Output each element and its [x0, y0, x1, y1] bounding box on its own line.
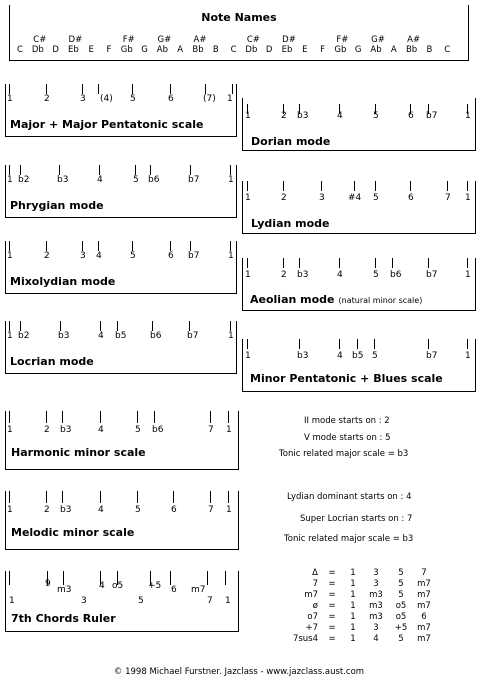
degree-label: 1	[226, 505, 232, 515]
chord-cell: 1	[350, 612, 356, 622]
ruler-title	[10, 355, 94, 368]
note-name: Db	[31, 45, 44, 55]
chord-upper-label: m7	[191, 585, 206, 595]
note-name: G	[141, 45, 148, 55]
degree-label: b3	[297, 351, 309, 361]
degree-label: 2	[281, 111, 287, 121]
degree-tick	[137, 411, 138, 423]
degree-tick	[189, 321, 190, 331]
degree-label: 1	[245, 193, 251, 203]
degree-label: 4	[337, 111, 343, 121]
degree-tick	[283, 181, 284, 191]
melodic-note-2: Super Locrian starts on : 7	[300, 514, 413, 524]
ruler-title-text: Major + Major Pentatonic scale	[10, 118, 204, 131]
degree-label: 5	[133, 175, 139, 185]
chord-cell: 3	[373, 623, 379, 633]
note-name: Db	[245, 45, 258, 55]
chord-cell: 1	[350, 579, 356, 589]
chord-row	[292, 623, 434, 634]
chord-cell: o5	[395, 601, 407, 611]
ruler-title	[11, 526, 134, 539]
note-name: C	[444, 45, 451, 55]
chord-cell: m7	[304, 590, 318, 600]
ruler-title-text: Melodic minor scale	[11, 526, 135, 539]
degree-label: 5	[373, 193, 379, 203]
degree-label: 5	[135, 425, 141, 435]
degree-tick	[9, 411, 10, 423]
ruler-title-text: Lydian mode	[251, 217, 330, 230]
ruler-title	[10, 118, 203, 131]
degree-tick	[82, 241, 83, 251]
chord-cell: 1	[350, 590, 356, 600]
degree-tick	[20, 165, 21, 175]
degree-label: 5	[130, 251, 136, 261]
degree-label: 1	[7, 175, 13, 185]
degree-label: 3	[319, 193, 325, 203]
degree-label: b3	[57, 175, 69, 185]
chord-cell: 7sus4	[292, 634, 318, 644]
chord-tick	[63, 571, 64, 585]
chord-cell: 4	[373, 634, 379, 644]
chord-upper-label: 6	[171, 585, 177, 595]
note-name: Bb	[192, 45, 204, 55]
degree-tick	[100, 491, 101, 503]
degree-tick	[410, 181, 411, 191]
chord-cell: =	[328, 579, 336, 589]
degree-label: 6	[168, 251, 174, 261]
degree-tick	[154, 411, 155, 423]
degree-tick	[247, 258, 248, 268]
chord-cell: 5	[398, 579, 404, 589]
degree-tick	[46, 241, 47, 251]
chord-cell: =	[328, 634, 336, 644]
degree-tick	[190, 165, 191, 175]
note-name: E	[88, 45, 94, 55]
degree-label: #4	[348, 193, 362, 203]
degree-label: 4	[97, 175, 103, 185]
degree-label: 5	[372, 351, 378, 361]
degree-label: 5	[135, 505, 141, 515]
degree-tick	[467, 181, 468, 191]
sharp-name: A#	[407, 35, 421, 45]
harmonic-note-1: II mode starts on : 2	[304, 416, 390, 426]
chord-cell: m7	[417, 579, 431, 589]
degree-tick	[132, 241, 133, 251]
chord-upper-label: o5	[112, 581, 124, 591]
degree-label: 1	[228, 331, 234, 341]
ruler-title	[10, 199, 104, 212]
degree-label: b7	[188, 175, 200, 185]
ruler-title	[11, 446, 146, 459]
degree-tick	[247, 181, 248, 191]
chord-tick	[9, 571, 10, 585]
degree-label: 3	[80, 251, 86, 261]
ruler-harmonic	[5, 411, 239, 470]
copyright-footer: © 1998 Michael Furstner. Jazclass - www.jazclass.aust.com	[113, 667, 365, 677]
degree-label: 1	[227, 94, 233, 104]
chord-lower-label: 7	[207, 596, 213, 606]
degree-tick	[9, 321, 10, 331]
note-name: Ab	[156, 45, 168, 55]
chord-cell: =	[328, 568, 336, 578]
note-name: Gb	[334, 45, 347, 55]
chord-row	[292, 634, 434, 645]
chord-cell: =	[328, 590, 336, 600]
degree-label: (7)	[203, 94, 216, 104]
degree-label: 6	[408, 111, 414, 121]
chord-cell: ø	[312, 601, 318, 611]
chord-upper-label: m3	[57, 585, 72, 595]
degree-label: 7	[208, 505, 214, 515]
degree-label: 1	[7, 505, 13, 515]
chord-cell: 5	[398, 634, 404, 644]
ruler-melodic	[5, 491, 239, 550]
chord-cell: m3	[369, 590, 383, 600]
sharp-name: A#	[193, 35, 207, 45]
degree-label: 1	[465, 111, 471, 121]
degree-label: 5	[373, 111, 379, 121]
degree-tick	[170, 84, 171, 94]
harmonic-note-3: Tonic related major scale = b3	[279, 449, 409, 459]
note-name: Eb	[281, 45, 293, 55]
degree-tick	[228, 411, 229, 423]
degree-tick	[46, 491, 47, 503]
ruler-title-text: Harmonic minor scale	[11, 446, 146, 459]
chord-cell: m7	[417, 590, 431, 600]
chord-cell: =	[328, 612, 336, 622]
degree-label: 4	[337, 270, 343, 280]
degree-tick	[46, 84, 47, 94]
degree-label: 1	[245, 111, 251, 121]
chord-upper-label: +5	[148, 581, 162, 591]
degree-tick	[62, 491, 63, 503]
degree-label: b5	[352, 351, 364, 361]
degree-label: 2	[44, 94, 50, 104]
degree-label: (4)	[100, 94, 113, 104]
degree-tick	[283, 258, 284, 268]
degree-label: 5	[373, 270, 379, 280]
note-names-title: Note Names	[201, 11, 277, 24]
degree-label: b7	[188, 251, 200, 261]
ruler-title-text: Minor Pentatonic + Blues scale	[250, 372, 443, 385]
degree-label: b2	[18, 331, 30, 341]
degree-tick	[46, 411, 47, 423]
note-name: Ab	[370, 45, 382, 55]
chord-lower-label: 3	[81, 596, 87, 606]
chord-cell: 6	[421, 612, 427, 622]
degree-label: b7	[426, 111, 438, 121]
degree-label: 1	[7, 331, 13, 341]
degree-label: b5	[115, 331, 127, 341]
degree-tick	[9, 241, 10, 251]
note-name: B	[426, 45, 433, 55]
chord-cell: 3	[373, 579, 379, 589]
degree-tick	[59, 165, 60, 175]
degree-tick	[230, 165, 231, 175]
chord-cell: 5	[398, 568, 404, 578]
chord-cell: o5	[395, 612, 407, 622]
degree-tick	[374, 339, 375, 349]
chord-cell: 1	[350, 634, 356, 644]
degree-tick	[99, 165, 100, 175]
degree-label: 7	[445, 193, 451, 203]
degree-label: b6	[152, 425, 164, 435]
note-name: G	[354, 45, 362, 55]
note-name: F	[320, 45, 326, 55]
degree-label: 1	[465, 193, 471, 203]
sharp-name: C#	[33, 35, 47, 45]
degree-tick	[354, 181, 355, 191]
degree-tick	[117, 321, 118, 331]
degree-tick	[232, 84, 233, 94]
note-name: D	[52, 45, 59, 55]
degree-label: b7	[426, 351, 438, 361]
degree-tick	[20, 321, 21, 331]
degree-label: 1	[465, 270, 471, 280]
degree-tick	[447, 181, 448, 191]
degree-label: 4	[98, 331, 104, 341]
note-name: D	[265, 45, 273, 55]
degree-tick	[60, 321, 61, 331]
note-name: Gb	[120, 45, 133, 55]
degree-label: 5	[130, 94, 136, 104]
degree-tick	[299, 339, 300, 349]
degree-tick	[357, 339, 358, 349]
degree-tick	[9, 165, 10, 175]
degree-tick	[375, 258, 376, 268]
chord-upper-label: 9	[45, 579, 51, 589]
degree-tick	[205, 84, 206, 94]
degree-tick	[339, 339, 340, 349]
chord-cell: 7	[312, 579, 318, 589]
chord-row	[292, 612, 434, 623]
degree-label: b3	[60, 505, 72, 515]
ruler-title	[250, 372, 443, 385]
degree-label: b6	[390, 270, 402, 280]
degree-tick	[428, 339, 429, 349]
ruler-title	[251, 217, 330, 230]
degree-label: 1	[7, 94, 13, 104]
degree-label: 4	[96, 251, 102, 261]
ruler-title-text: Aeolian mode	[250, 293, 335, 306]
degree-label: 2	[44, 505, 50, 515]
degree-label: 2	[44, 251, 50, 261]
degree-tick	[392, 258, 393, 268]
degree-tick	[98, 241, 99, 251]
degree-label: 1	[7, 251, 13, 261]
chord-upper-label: 4	[99, 581, 105, 591]
note-name: A	[390, 45, 397, 55]
chord-tick	[170, 571, 171, 585]
degree-label: b3	[58, 331, 70, 341]
degree-tick	[230, 241, 231, 251]
degree-tick	[9, 491, 10, 503]
chord-row	[292, 590, 434, 601]
degree-label: 1	[228, 175, 234, 185]
degree-label: 2	[281, 270, 287, 280]
degree-label: 7	[208, 425, 214, 435]
chord-cell: 5	[398, 590, 404, 600]
chord-cell: o7	[307, 612, 318, 622]
chord-lower-label: 1	[9, 596, 15, 606]
degree-tick	[98, 84, 99, 94]
degree-tick	[82, 84, 83, 94]
note-name: F	[106, 45, 112, 55]
degree-label: b3	[60, 425, 72, 435]
sharp-name: D#	[282, 35, 296, 45]
degree-tick	[150, 165, 151, 175]
degree-label: b2	[18, 175, 30, 185]
chord-tick	[207, 571, 208, 585]
chord-cell: 1	[350, 623, 356, 633]
degree-tick	[132, 84, 133, 94]
chord-row	[292, 601, 434, 612]
chord-cell: Δ	[312, 568, 318, 578]
chord-tick	[225, 571, 226, 585]
degree-label: 6	[408, 193, 414, 203]
ruler-title-text: Mixolydian mode	[10, 275, 116, 288]
sharp-name: D#	[68, 35, 83, 45]
degree-label: 4	[98, 425, 104, 435]
chord-cell: =	[328, 623, 336, 633]
note-name: C	[17, 45, 23, 55]
melodic-note-1: Lydian dominant starts on : 4	[287, 492, 412, 502]
chord-lower-label: 1	[225, 596, 231, 606]
degree-tick	[375, 181, 376, 191]
chord-cell: m3	[369, 612, 383, 622]
chord-cell: +7	[305, 623, 318, 633]
note-name: C	[230, 45, 237, 55]
note-name: A	[177, 45, 184, 55]
degree-label: 1	[228, 251, 234, 261]
degree-tick	[137, 491, 138, 503]
degree-tick	[210, 411, 211, 423]
ruler-title-text: Dorian mode	[251, 135, 331, 148]
degree-label: 1	[245, 270, 251, 280]
sharp-name: F#	[122, 35, 135, 45]
degree-tick	[135, 165, 136, 175]
chord-cell: =	[328, 601, 336, 611]
degree-label: b3	[297, 111, 309, 121]
ruler-title	[10, 275, 115, 288]
ruler-title-text: Phrygian mode	[10, 199, 104, 212]
note-name: Eb	[68, 45, 79, 55]
degree-label: 1	[245, 351, 251, 361]
sharp-name: F#	[336, 35, 349, 45]
melodic-note-3: Tonic related major scale = b3	[284, 534, 414, 544]
chord-cell: m7	[417, 634, 431, 644]
degree-tick	[428, 258, 429, 268]
chord-row	[292, 579, 434, 590]
degree-label: 6	[168, 94, 174, 104]
degree-tick	[299, 258, 300, 268]
degree-label: 6	[171, 505, 177, 515]
degree-label: 2	[44, 425, 50, 435]
degree-tick	[230, 321, 231, 331]
harmonic-note-2: V mode starts on : 5	[304, 433, 391, 443]
degree-label: 4	[98, 505, 104, 515]
chord-cell: m3	[369, 601, 383, 611]
degree-label: b6	[150, 331, 162, 341]
degree-label: b3	[297, 270, 309, 280]
note-name: E	[302, 45, 308, 55]
degree-tick	[228, 491, 229, 503]
degree-tick	[210, 491, 211, 503]
degree-tick	[467, 339, 468, 349]
chord-cell: m7	[417, 601, 431, 611]
degree-tick	[339, 258, 340, 268]
chord-cell: 1	[350, 601, 356, 611]
degree-tick	[9, 84, 10, 94]
degree-label: 1	[465, 351, 471, 361]
degree-tick	[467, 258, 468, 268]
degree-label: b7	[426, 270, 438, 280]
chord-lower-label: 5	[138, 596, 144, 606]
degree-label: 1	[7, 425, 13, 435]
degree-tick	[170, 241, 171, 251]
note-name: Bb	[405, 45, 418, 55]
ruler-subtitle: (natural minor scale)	[338, 296, 423, 305]
degree-tick	[100, 411, 101, 423]
sharp-name: G#	[157, 35, 172, 45]
sharp-name: C#	[246, 35, 260, 45]
ruler-title: 7th Chords Ruler	[11, 612, 116, 625]
degree-tick	[173, 491, 174, 503]
chord-cell: 3	[373, 568, 379, 578]
degree-label: b7	[187, 331, 199, 341]
sharp-name: G#	[371, 35, 385, 45]
degree-label: 1	[226, 425, 232, 435]
ruler-title	[250, 293, 422, 306]
degree-tick	[152, 321, 153, 331]
degree-tick	[62, 411, 63, 423]
note-name: B	[212, 45, 219, 55]
degree-label: 2	[281, 193, 287, 203]
degree-label: b6	[148, 175, 160, 185]
ruler-title-text: Locrian mode	[10, 355, 94, 368]
chord-cell: +5	[394, 623, 408, 633]
degree-tick	[321, 181, 322, 191]
ruler-title	[251, 135, 330, 148]
chord-row	[292, 568, 434, 579]
degree-tick	[100, 321, 101, 331]
chord-cell: m7	[417, 623, 431, 633]
degree-tick	[247, 339, 248, 349]
degree-label: 4	[337, 351, 343, 361]
degree-label: 3	[80, 94, 86, 104]
chord-cell: 7	[421, 568, 427, 578]
degree-tick	[190, 241, 191, 251]
chord-cell: 1	[350, 568, 356, 578]
chord-formula-table	[292, 568, 434, 645]
